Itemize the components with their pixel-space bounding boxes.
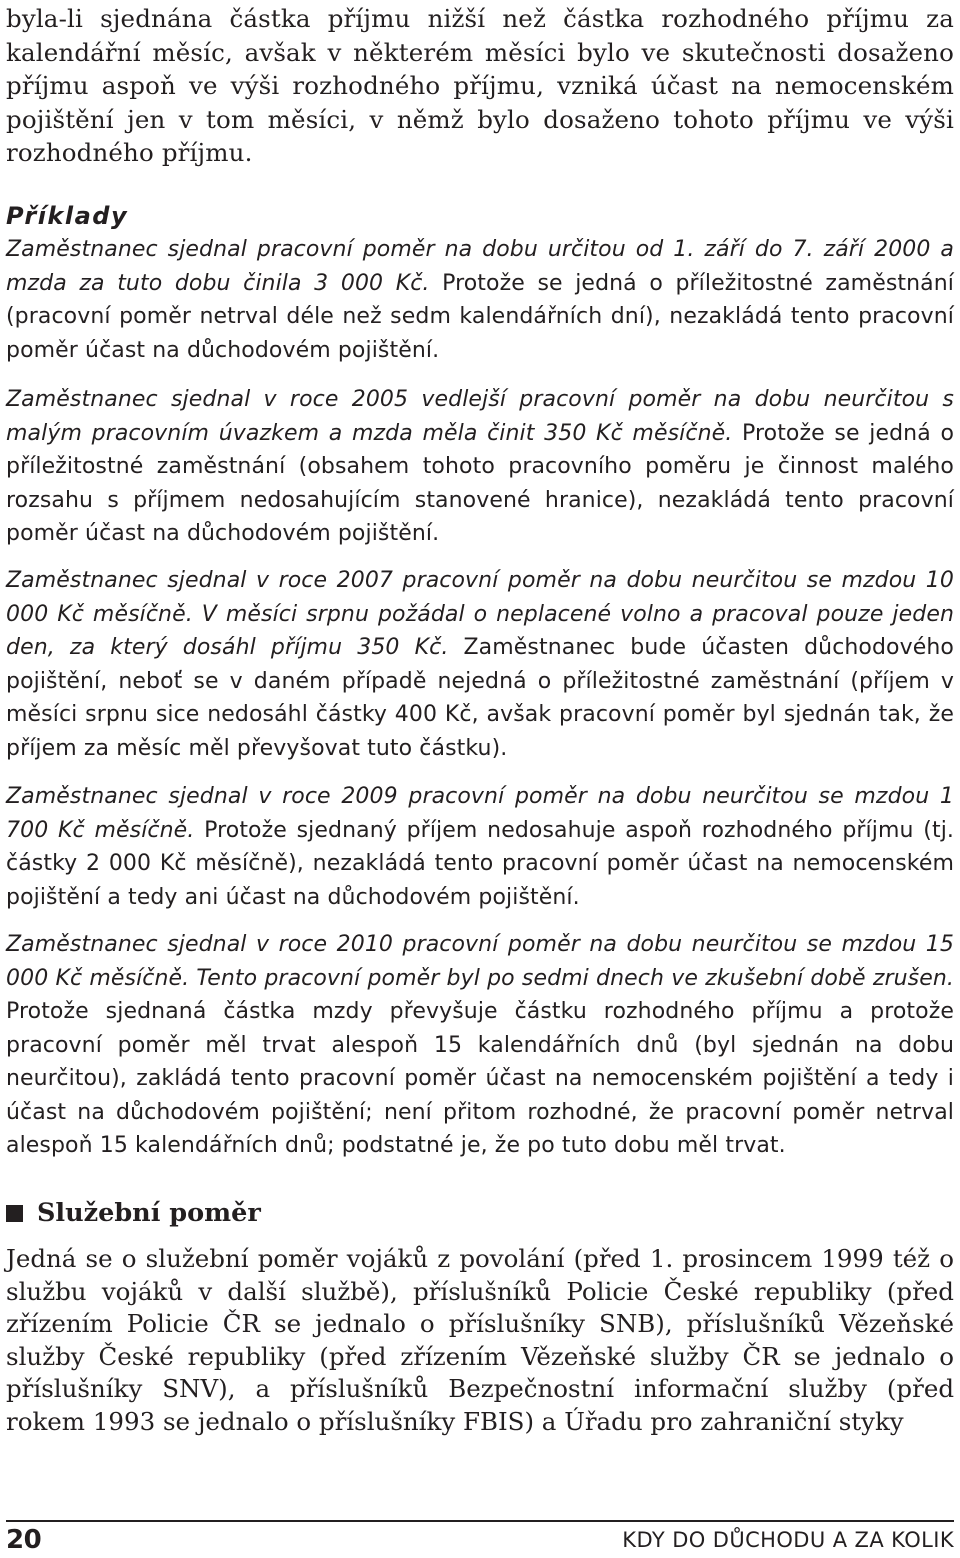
square-bullet-icon	[6, 1205, 23, 1222]
example-italic-text: Zaměstnanec sjednal pracovní poměr na dobu určitou od 1. září do 7. září 2000 a mzda za tuto dobu činila 3 000 Kč.	[6, 237, 954, 296]
section-paragraph: Jedná se o služební poměr vojáků z povolání (před 1. prosincem 1999 též o službu vojáků v další službě), příslušníků Policie České republiky (před zřízením Policie ČR se jednalo o příslušníky SNB), příslušníků Vězeňské služby České republiky (před zřízením Vězeňské služby ČR se jednalo o příslušníky SNV), a příslušníků Bezpečnostní informační služby (před rokem 1993 se jednalo o příslušníky FBIS) a Úřadu pro zahraniční styky	[6, 1244, 954, 1436]
running-title: KDY DO DŮCHODU A ZA KOLIK	[622, 1528, 954, 1552]
intro-paragraph: byla-li sjednána částka příjmu nižší než částka rozhodného příjmu za kalendářní měsíc, avšak v některém měsíci bylo ve skutečnosti dosaženo příjmu aspoň ve výši rozhodného příjmu, vzniká účast na nemocenském pojištění jen v tom měsíci, v němž bylo dosaženo tohoto příjmu ve výši rozhodného příjmu.	[6, 4, 954, 167]
example-paragraph	[6, 928, 954, 1163]
example-paragraph	[6, 564, 954, 765]
example-italic-text: Zaměstnanec sjednal v roce 2007 pracovní poměr na dobu neurčitou se mzdou 10 000 Kč měsíčně. V měsíci srpnu požádal o neplacené volno a pracoval pouze jeden den, za který dosáhl příjmu 350 Kč.	[6, 568, 954, 660]
example-paragraph	[6, 233, 954, 367]
section-heading-text: Služební poměr	[37, 1198, 261, 1228]
example-paragraph	[6, 383, 954, 551]
example-italic-text: Zaměstnanec sjednal v roce 2010 pracovní poměr na dobu neurčitou se mzdou 15 000 Kč měsíčně. Tento pracovní poměr byl po sedmi dnech ve zkušební době zrušen.	[6, 932, 954, 991]
section-heading	[6, 1195, 261, 1231]
example-upright-text: Protože sjednaná částka mzdy převyšuje částku rozhodného příjmu a protože pracovní poměr měl trvat alespoň 15 kalendářních dnů (byl sjednán na dobu neurčitou), zakládá tento pracovní poměr účast na nemocenském pojištění a tedy i účast na důchodovém pojištění; není přitom rozhodné, že pracovní poměr netrval alespoň 15 kalendářních dnů; podstatné je, že po tuto dobu měl trvat.	[6, 999, 954, 1158]
example-italic-text: Zaměstnanec sjednal v roce 2009 pracovní poměr na dobu neurčitou se mzdou 1 700 Kč měsíčně.	[6, 784, 954, 843]
page-footer	[6, 1520, 954, 1558]
page-number: 20	[6, 1525, 42, 1555]
example-italic-text: Zaměstnanec sjednal v roce 2005 vedlejší pracovní poměr na dobu neurčitou s malým pracovním úvazkem a mzda měla činit 350 Kč měsíčně.	[6, 387, 954, 446]
example-upright-text: Zaměstnanec bude účasten důchodového pojištění, neboť se v daném případě nejedná o příležitostné zaměstnání (příjem v měsíci srpnu sice nedosáhl částky 400 Kč, avšak pracovní poměr byl sjednán tak, že příjem za měsíc měl převyšovat tuto částku).	[6, 635, 954, 761]
example-paragraph	[6, 780, 954, 914]
example-upright-text: Protože se jedná o příležitostné zaměstnání (obsahem tohoto pracovního poměru je činnost malého rozsahu s příjmem nedosahujícím stanovené hranice), nezakládá tento pracovní poměr účast na důchodovém pojištění.	[6, 420, 955, 546]
examples-heading: Příklady	[6, 202, 129, 230]
example-upright-text: Protože sjednaný příjem nedosahuje aspoň rozhodného příjmu (tj. částky 2 000 Kč měsíčně), nezakládá tento pracovní poměr účast na nemocenském pojištění a tedy ani účast na důchodovém pojištění.	[6, 817, 955, 910]
example-upright-text: Protože se jedná o příležitostné zaměstnání (pracovní poměr netrval déle než sedm kalendářních dní), nezakládá tento pracovní poměr účast na důchodovém pojištění.	[6, 270, 954, 363]
